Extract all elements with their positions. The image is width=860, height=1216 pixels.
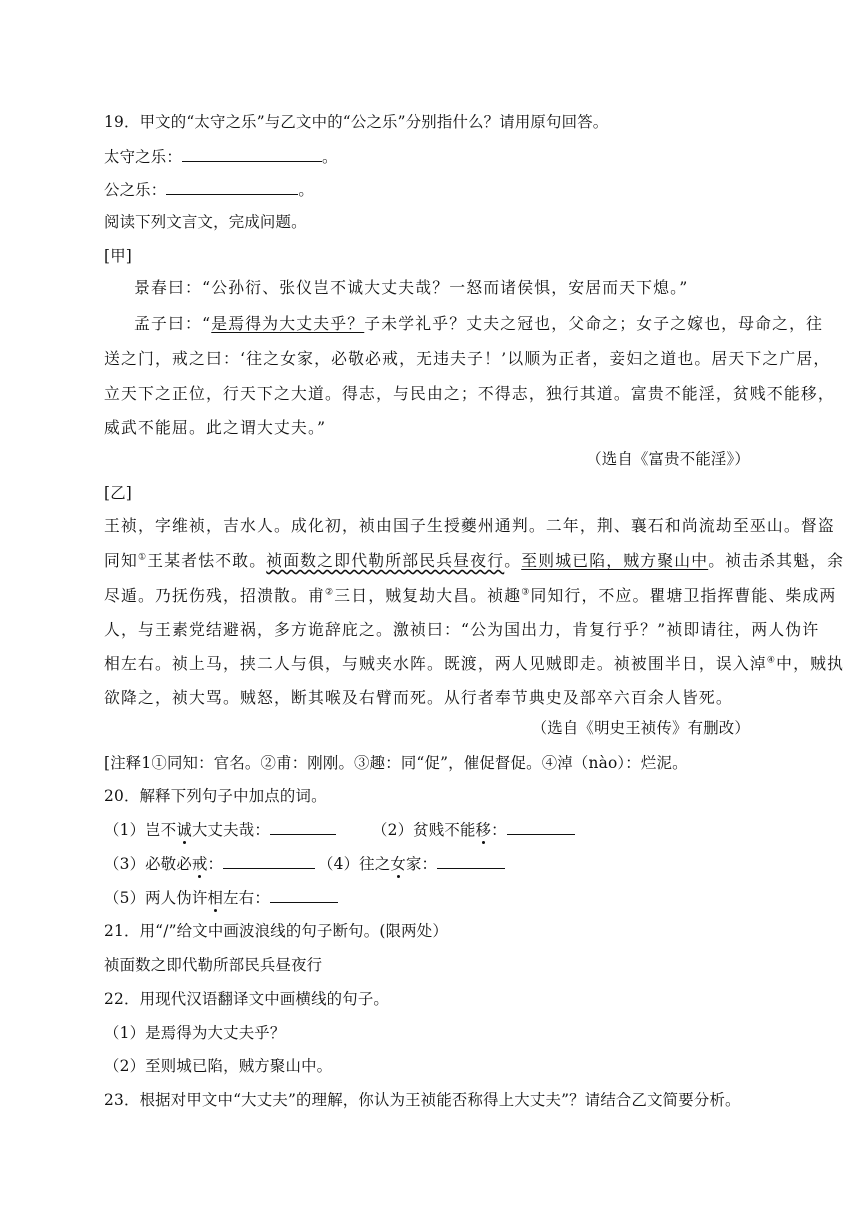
q20-i2-blank[interactable] <box>507 820 575 835</box>
q19-a1-label: 太守之乐： <box>104 148 182 166</box>
q20-i1-a: （1）岂不 <box>104 821 177 839</box>
yi-underlined-sentence: 至则城已陷，贼方聚山中 <box>521 551 709 570</box>
yi-l2-d: 。祯击杀其魁，余 <box>708 551 845 570</box>
note-marker-3: ③ <box>521 587 531 598</box>
yi-line-5 <box>104 654 844 674</box>
q22-sentence-2: （2）至则城已陷，贼方聚山中。 <box>104 1057 333 1075</box>
yi-l3-c: 同知行，不应。瞿塘卫指挥曹能、柴成两 <box>530 586 837 605</box>
yi-l2-a: 同知 <box>104 551 138 570</box>
q20-i3-a: （3）必敬必 <box>104 855 192 873</box>
note-marker-1: ① <box>138 552 148 563</box>
yi-source: （选自《明史王祯传》有删改） <box>531 719 750 737</box>
q20-item-5 <box>104 888 338 908</box>
q20-item-1 <box>104 820 336 840</box>
q20-i4-a: （4）往之 <box>318 855 391 873</box>
yi-wavy-sentence: 祯面数之即代勒所部民兵昼夜行 <box>266 551 505 570</box>
q20-i3-blank[interactable] <box>223 854 315 869</box>
jia-underlined-sentence: 是焉得为大丈夫乎？ <box>211 314 365 333</box>
q22-stem: 22．用现代汉语翻译文中画横线的句子。 <box>104 990 390 1008</box>
q20-i4-blank[interactable] <box>437 854 505 869</box>
yi-notes: [注释1①同知：官名。②甫：刚刚。③趣：同“促”，催促督促。④淖（nào）：烂泥。 <box>104 754 688 772</box>
q20-i4-b: 家： <box>405 855 438 873</box>
q20-i2-a: （2）贫贱不能 <box>372 821 476 839</box>
yi-line-1: 王祯，字维祯，吉水人。成化初，祯由国子生授夔州通判。二年，荆、襄石和尚流劫至巫山。督盗 <box>104 516 835 535</box>
q20-i4-dotted-word: 女 <box>390 855 406 873</box>
yi-l5-a: 相左右。祯上马，挟二人与俱，与贼夹水阵。既渡，两人见贼即走。祯被围半日，误入淖 <box>104 654 767 673</box>
jia-tag: [甲] <box>104 247 132 265</box>
yi-line-4: 人，与王素党结避祸，多方诡辞庇之。激祯曰：“公为国出力，肯复行乎？”祯即请往，两人伪许 <box>104 620 820 639</box>
yi-tag: [乙] <box>104 484 132 502</box>
q20-i2-dotted-word: 移 <box>475 821 492 839</box>
q19-answer-line-1 <box>104 147 338 167</box>
note-marker-2: ② <box>324 587 335 598</box>
yi-line-6: 欲降之，祯大骂。贼怒，断其喉及右臂而死。从行者奉节典史及部卒六百余人皆死。 <box>104 688 733 707</box>
jia-source: （选自《富贵不能淫》） <box>586 450 750 468</box>
q19-stem: 19．甲文的“太守之乐”与乙文中的“公之乐”分别指什么？请用原句回答。 <box>104 113 609 131</box>
jia-p2-pre: 孟子曰：“ <box>134 314 212 333</box>
q19-a2-blank[interactable] <box>166 180 298 195</box>
q20-i5-a: （5）两人伪许 <box>104 889 208 907</box>
q20-stem: 20．解释下列句子中加点的词。 <box>104 787 327 805</box>
q21-stem: 21．用“/”给文中画波浪线的句子断句。(限两处） <box>104 922 448 940</box>
q19-answer-line-2 <box>104 180 314 200</box>
yi-l2-c: 。 <box>504 551 522 570</box>
q22-sentence-1: （1）是焉得为大丈夫乎？ <box>104 1024 286 1042</box>
q20-item-3 <box>104 854 315 874</box>
yi-line-2 <box>104 551 844 571</box>
q20-i5-b: 左右： <box>223 889 270 907</box>
jia-paragraph-2-line-1 <box>134 314 823 334</box>
yi-line-3 <box>104 586 836 606</box>
yi-l3-a: 尽遁。乃抚伤残，招溃散。甫 <box>104 586 325 605</box>
q20-i1-dotted-word: 诚 <box>176 821 192 839</box>
q20-i5-dotted-word: 相 <box>207 889 224 907</box>
q20-i5-blank[interactable] <box>270 888 338 903</box>
jia-paragraph-1: 景春曰：“公孙衍、张仪岂不诚大丈夫哉？一怒而诸侯惧，安居而天下熄。” <box>134 278 689 297</box>
note-marker-4: ④ <box>766 655 777 666</box>
q20-i1-b: 大丈夫哉： <box>191 821 270 839</box>
q20-i3-b: ： <box>207 855 224 873</box>
q19-a2-label: 公之乐： <box>104 181 167 199</box>
q20-item-4 <box>318 854 505 874</box>
q20-i2-b: ： <box>491 821 507 839</box>
instruction: 阅读下列文言文，完成问题。 <box>104 213 307 231</box>
q19-a1-blank[interactable] <box>182 147 322 162</box>
jia-p2-rest: 子未学礼乎？丈夫之冠也，父命之；女子之嫁也，母命之，往 <box>364 314 824 333</box>
q20-item-2 <box>372 820 575 840</box>
jia-paragraph-2-line-4: 威武不能屈。此之谓大丈夫。” <box>104 418 327 437</box>
q19-a2-end: 。 <box>298 181 314 199</box>
yi-l2-b: 王某者怯不敢。 <box>147 551 267 570</box>
q20-i3-dotted-word: 戒 <box>191 855 208 873</box>
jia-paragraph-2-line-2: 送之门，戒之曰：‘往之女家，必敬必戒，无违夫子！’以顺为正者，妾妇之道也。居天下之广居， <box>104 349 831 368</box>
q19-a1-end: 。 <box>321 148 338 166</box>
q20-i1-blank[interactable] <box>270 820 336 835</box>
q23-stem: 23．根据对甲文中“大丈夫”的理解，你认为王祯能否称得上大丈夫”？请结合乙文简要分析。 <box>104 1091 741 1109</box>
q21-sentence: 祯面数之即代勒所部民兵昼夜行 <box>104 956 323 974</box>
jia-paragraph-2-line-3: 立天下之正位，行天下之大道。得志，与民由之；不得志，独行其道。富贵不能淫，贫贱不能移， <box>104 384 835 403</box>
yi-l3-b: 三日，贼复劫大昌。祯趣 <box>334 586 522 605</box>
yi-l5-b: 中，贼执 <box>776 654 845 673</box>
